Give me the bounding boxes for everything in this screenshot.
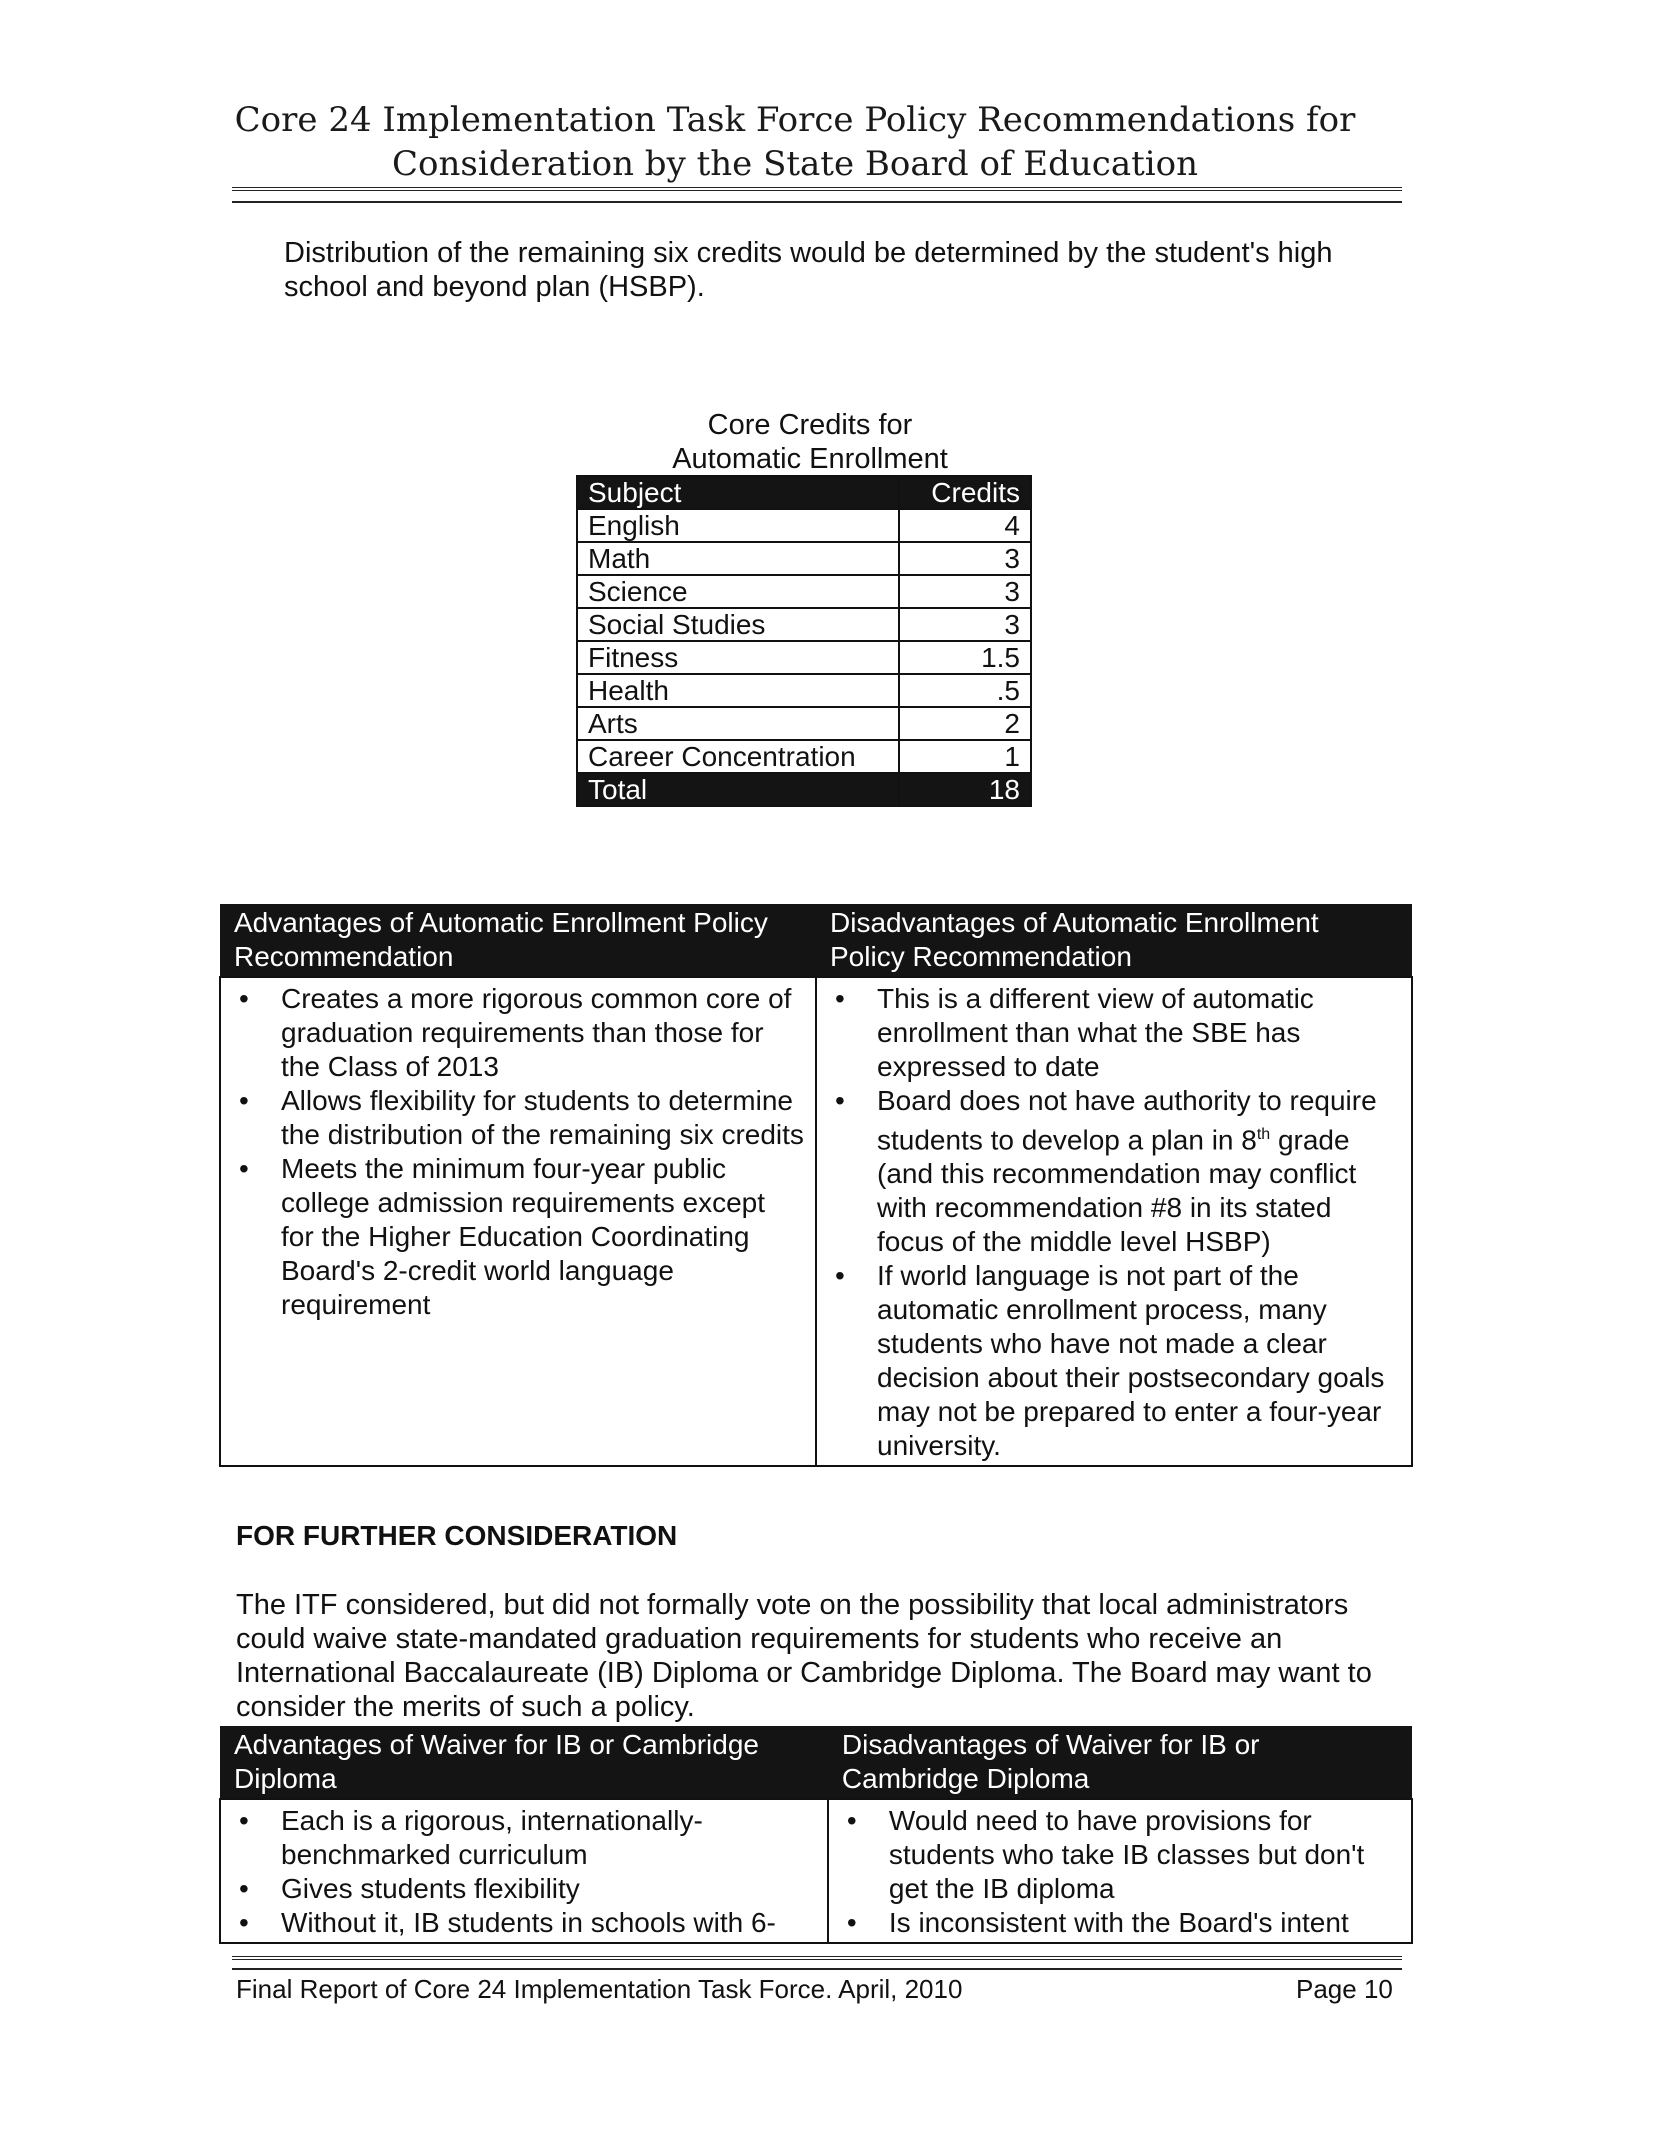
footer-report-title: Final Report of Core 24 Implementation Task Force. April, 2010 — [236, 1974, 963, 2004]
credits-cell: 3 — [899, 575, 1031, 608]
table-row — [577, 740, 1031, 773]
credits-cell: 1.5 — [899, 641, 1031, 674]
page-number: Page 10 — [1296, 1974, 1393, 2004]
credits-header-row — [577, 476, 1031, 509]
table-row — [577, 509, 1031, 542]
credits-table-caption — [640, 408, 980, 476]
list-item: • This is a different view of automatic enrollment than what the SBE has expressed to date — [827, 982, 1401, 1084]
advantages-cell — [220, 1799, 828, 1943]
advantages-header: Advantages of Automatic Enrollment Policy Recommendation — [220, 904, 816, 977]
credits-total-row — [577, 773, 1031, 806]
disadvantages-header: Disadvantages of Waiver for IB or Cambridge Diploma — [828, 1726, 1412, 1799]
pros-cons-body-row — [220, 977, 1412, 1466]
disadvantages-cell — [828, 1799, 1412, 1943]
advantages-list — [231, 982, 805, 1322]
intro-paragraph: Distribution of the remaining six credits would be determined by the student's high school and beyond plan (HSBP). — [284, 237, 1333, 303]
table-row — [577, 608, 1031, 641]
caption-line1: Core Credits for — [707, 409, 913, 441]
header-title-line1: Core 24 Implementation Task Force Policy Recommendations for — [234, 100, 1356, 140]
list-item: • Allows flexibility for students to determine the distribution of the remaining six credits — [231, 1084, 805, 1152]
list-item — [827, 1084, 1401, 1259]
credits-header: Credits — [899, 476, 1031, 509]
credits-cell: 1 — [899, 740, 1031, 773]
table-row — [577, 641, 1031, 674]
subject-cell: Science — [577, 575, 899, 608]
pros-cons-header-row — [220, 904, 1412, 977]
subject-header: Subject — [577, 476, 899, 509]
subject-cell: Career Concentration — [577, 740, 899, 773]
core-credits-table — [576, 475, 1032, 807]
subject-cell: Fitness — [577, 641, 899, 674]
credits-cell: 2 — [899, 707, 1031, 740]
list-item: • Each is a rigorous, internationally-benchmarked curriculum — [231, 1804, 817, 1872]
list-item: • Would need to have provisions for students who take IB classes but don't get the IB diploma — [839, 1804, 1401, 1906]
ib-cambridge-waiver-pros-cons-table — [219, 1726, 1413, 1944]
list-item: • Is inconsistent with the Board's intent — [839, 1906, 1401, 1940]
advantages-list — [231, 1804, 817, 1940]
section-heading: FOR FURTHER CONSIDERATION — [236, 1520, 678, 1551]
further-consideration-paragraph: The ITF considered, but did not formally vote on the possibility that local administrators could waive state-mandated graduation requirements for students who receive an International Baccalaureate (IB) Diploma or Cambridge Diploma. The Board may want to consider the merits of such a policy. — [236, 1589, 1372, 1723]
subject-cell: Social Studies — [577, 608, 899, 641]
total-value: 18 — [899, 773, 1031, 806]
table-row — [577, 674, 1031, 707]
table-row — [577, 575, 1031, 608]
caption-line2: Automatic Enrollment — [672, 443, 948, 475]
credits-cell: 4 — [899, 509, 1031, 542]
superscript: th — [1256, 1126, 1271, 1143]
list-item: • Without it, IB students in schools with 6- — [231, 1906, 817, 1940]
credits-cell: 3 — [899, 608, 1031, 641]
disadvantages-list — [827, 982, 1401, 1463]
disadvantages-cell — [816, 977, 1412, 1466]
list-item-text: grade (and this recommendation may conflict with recommendation #8 in its stated focus of the middle level HSBP) — [877, 1124, 1357, 1258]
subject-cell: English — [577, 509, 899, 542]
header-title-line2: Consideration by the State Board of Education — [391, 144, 1199, 184]
list-item: • If world language is not part of the automatic enrollment process, many students who have not made a clear decision about their postsecondary goals may not be prepared to enter a four-year university. — [827, 1259, 1401, 1463]
subject-cell: Math — [577, 542, 899, 575]
list-item: • Meets the minimum four-year public college admission requirements except for the Higher Education Coordinating Board's 2-credit world language requirement — [231, 1152, 805, 1322]
subject-cell: Health — [577, 674, 899, 707]
credits-cell: 3 — [899, 542, 1031, 575]
table-row — [577, 707, 1031, 740]
list-item: • Creates a more rigorous common core of graduation requirements than those for the Class of 2013 — [231, 982, 805, 1084]
total-label: Total — [577, 773, 899, 806]
automatic-enrollment-pros-cons-table — [219, 904, 1413, 1467]
header-rule — [232, 187, 1402, 203]
list-item: • Gives students flexibility — [231, 1872, 817, 1906]
disadvantages-list — [839, 1804, 1401, 1940]
footer-rule — [232, 1956, 1402, 1970]
advantages-header: Advantages of Waiver for IB or Cambridge Diploma — [220, 1726, 828, 1799]
list-item-text: Board does not have authority to require students to develop a plan in 8 — [877, 1085, 1377, 1156]
table-row — [577, 542, 1031, 575]
pros-cons-body-row — [220, 1799, 1412, 1943]
subject-cell: Arts — [577, 707, 899, 740]
credits-cell: .5 — [899, 674, 1031, 707]
disadvantages-header: Disadvantages of Automatic Enrollment Policy Recommendation — [816, 904, 1412, 977]
advantages-cell — [220, 977, 816, 1466]
page-header — [230, 98, 1360, 186]
pros-cons-header-row — [220, 1726, 1412, 1799]
